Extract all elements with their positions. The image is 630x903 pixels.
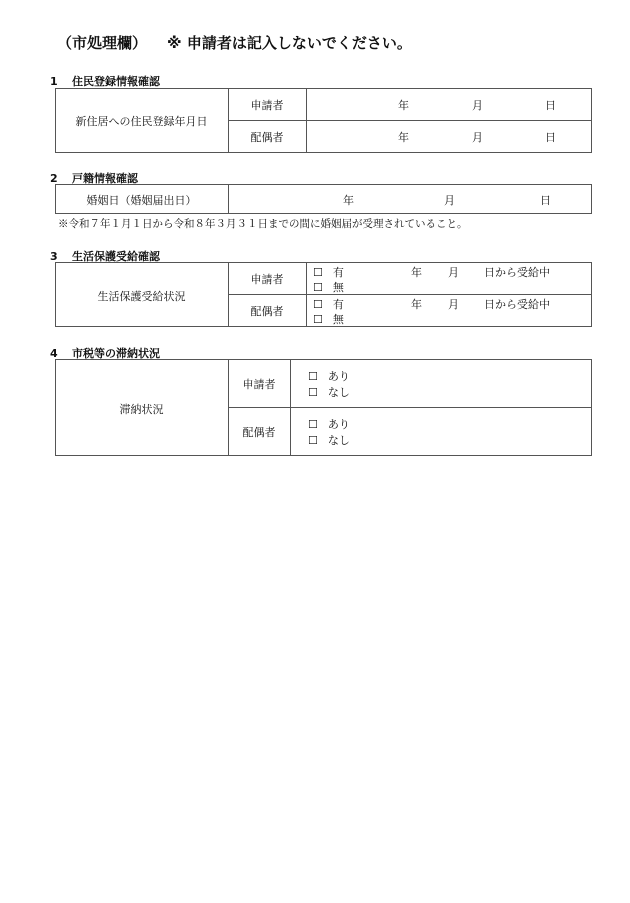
- checkbox-icon[interactable]: ☐: [308, 434, 318, 447]
- checkbox-icon[interactable]: ☐: [313, 298, 323, 311]
- checkbox-icon[interactable]: ☐: [313, 313, 323, 326]
- section2-number: 2: [50, 172, 58, 185]
- section1-spouse-year[interactable]: 年: [398, 131, 409, 144]
- section3-applicant-year[interactable]: 年: [411, 266, 422, 279]
- option-label: 無: [332, 281, 344, 294]
- section4-title: 市税等の滞納状況: [72, 347, 160, 360]
- section4-spouse-yes-option[interactable]: [308, 416, 350, 432]
- section2-month[interactable]: 月: [444, 194, 455, 207]
- section3-spouse-since: 日から受給中: [484, 298, 550, 311]
- section4-row-label: 滞納状況: [119, 403, 164, 416]
- checkbox-icon[interactable]: ☐: [308, 370, 318, 383]
- section3-row-label: 生活保護受給状況: [97, 290, 186, 303]
- section4-spouse-label: 配偶者: [242, 426, 276, 439]
- section1-applicant-label: 申請者: [250, 99, 284, 112]
- option-label: あり: [327, 370, 350, 383]
- section1-row-label: 新住居への住民登録年月日: [75, 115, 208, 128]
- section3-applicant-label: 申請者: [250, 273, 284, 286]
- section2-row-label: 婚姻日（婚姻届出日）: [86, 194, 197, 207]
- option-label: 有: [332, 298, 344, 311]
- option-label: 無: [332, 313, 344, 326]
- section2-title: 戸籍情報確認: [72, 172, 138, 185]
- checkbox-icon[interactable]: ☐: [308, 418, 318, 431]
- section4-number: 4: [50, 347, 58, 360]
- section2-footnote: ※令和７年１月１日から令和８年３月３１日までの間に婚姻届が受理されていること。: [58, 218, 468, 230]
- section1-applicant-day[interactable]: 日: [545, 99, 556, 112]
- section3-applicant-yes-option[interactable]: [313, 264, 344, 280]
- checkbox-icon[interactable]: ☐: [313, 266, 323, 279]
- page-title: [57, 32, 412, 53]
- section4-spouse-no-option[interactable]: [308, 432, 350, 448]
- section1-heading: [50, 73, 160, 89]
- section3-spouse-label: 配偶者: [250, 305, 284, 318]
- section3-spouse-month[interactable]: 月: [448, 298, 459, 311]
- section1-title: 住民登録情報確認: [72, 75, 160, 88]
- section1-spouse-month[interactable]: 月: [472, 131, 483, 144]
- section4-applicant-yes-option[interactable]: [308, 368, 350, 384]
- title-text: （市処理欄）: [57, 34, 148, 52]
- section4-applicant-no-option[interactable]: [308, 384, 350, 400]
- section3-applicant-month[interactable]: 月: [448, 266, 459, 279]
- section3-spouse-yes-option[interactable]: [313, 296, 344, 312]
- section3-applicant-no-option[interactable]: [313, 279, 344, 295]
- section3-spouse-no-option[interactable]: [313, 311, 344, 327]
- option-label: あり: [327, 418, 350, 431]
- section2-year[interactable]: 年: [343, 194, 354, 207]
- section1-number: 1: [50, 75, 58, 88]
- section3-title: 生活保護受給確認: [72, 250, 160, 263]
- checkbox-icon[interactable]: ☐: [313, 281, 323, 294]
- section1-applicant-year[interactable]: 年: [398, 99, 409, 112]
- checkbox-icon[interactable]: ☐: [308, 386, 318, 399]
- option-label: なし: [327, 386, 350, 399]
- section1-spouse-label: 配偶者: [250, 131, 284, 144]
- section3-number: 3: [50, 250, 58, 263]
- section4-applicant-label: 申請者: [242, 378, 276, 391]
- section1-spouse-day[interactable]: 日: [545, 131, 556, 144]
- notice-text: ※ 申請者は記入しないでください。: [167, 34, 412, 52]
- section3-spouse-year[interactable]: 年: [411, 298, 422, 311]
- section2-day[interactable]: 日: [540, 194, 551, 207]
- option-label: なし: [327, 434, 350, 447]
- option-label: 有: [332, 266, 344, 279]
- section1-applicant-month[interactable]: 月: [472, 99, 483, 112]
- section3-applicant-since: 日から受給中: [484, 266, 550, 279]
